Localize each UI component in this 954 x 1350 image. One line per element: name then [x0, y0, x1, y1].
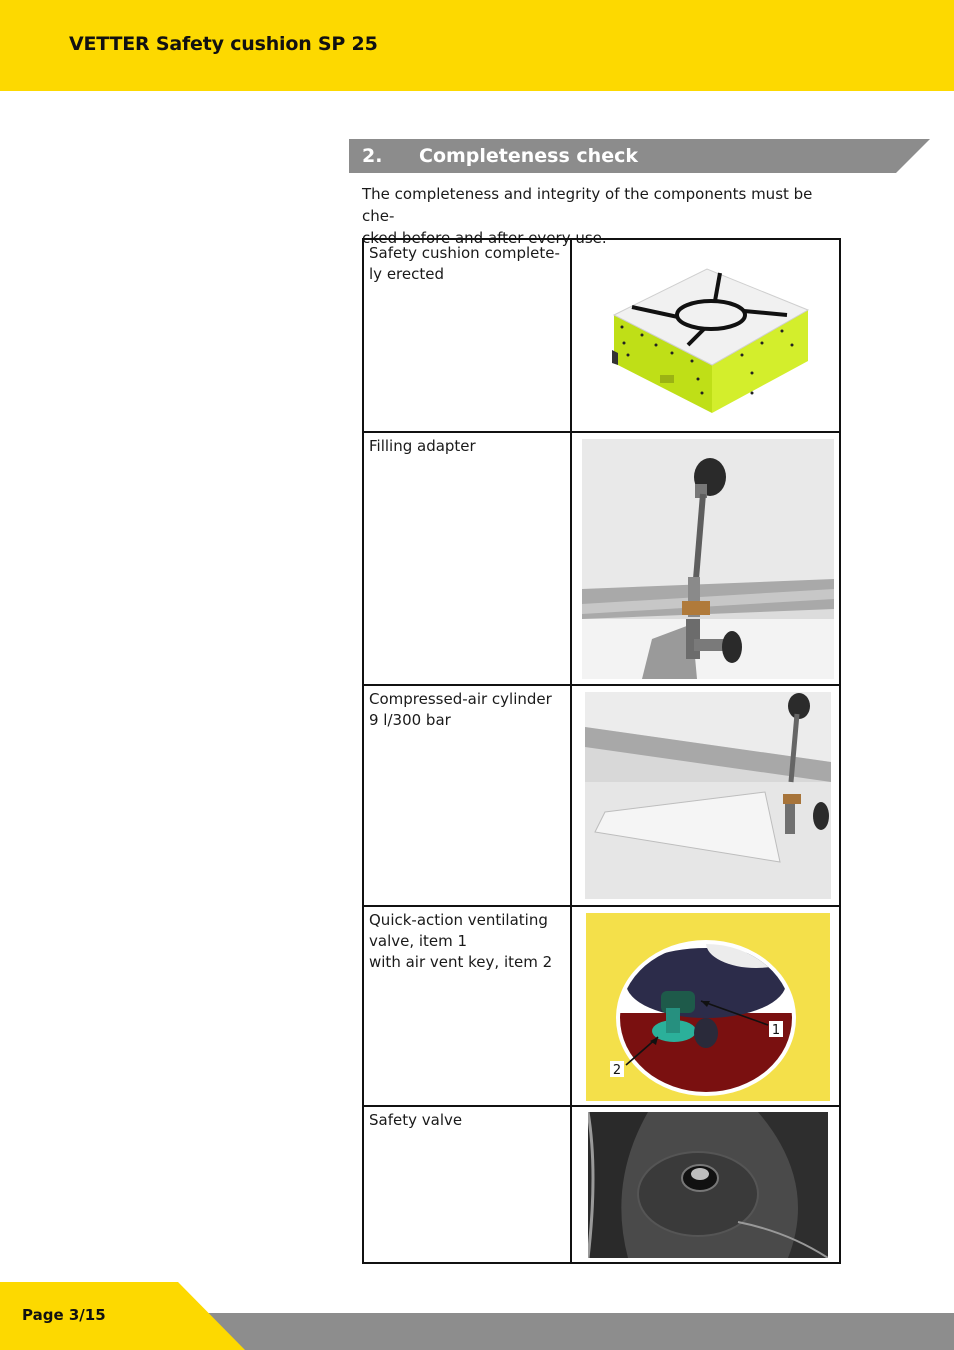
item-image-cell — [571, 1106, 840, 1263]
safety-valve-photo — [588, 1112, 828, 1258]
table-row — [363, 906, 840, 1106]
item-image-cell — [571, 906, 840, 1106]
item-label: Safety valve — [363, 1106, 571, 1263]
item-label: Filling adapter — [363, 432, 571, 685]
components-table — [362, 238, 841, 1264]
item-label: Quick-action ventilating valve, item 1 with air vent key, item 2 — [363, 906, 571, 1106]
table-row — [363, 432, 840, 685]
table-row — [363, 685, 840, 906]
intro-paragraph: The completeness and integrity of the components must be che- cked before and after every use. — [362, 185, 813, 247]
safety-cushion-photo — [612, 265, 812, 415]
section-title: Completeness check — [419, 145, 638, 167]
section-heading — [349, 139, 930, 173]
svg-text:2: 2 — [612, 1063, 622, 1078]
section-number: 2. — [362, 145, 383, 167]
item-image-cell — [571, 685, 840, 906]
ventilating-valve-photo — [586, 913, 830, 1101]
page-header — [0, 0, 954, 91]
table-row — [363, 1106, 840, 1263]
document-title: VETTER Safety cushion SP 25 — [69, 33, 378, 55]
svg-text:1: 1 — [771, 1023, 781, 1038]
item-image-cell — [571, 239, 840, 432]
item-label: Safety cushion complete- ly erected — [363, 239, 571, 432]
page-number: Page 3/15 — [22, 1306, 106, 1324]
item-image-cell — [571, 432, 840, 685]
item-label: Compressed-air cylinder 9 l/300 bar — [363, 685, 571, 906]
table-row — [363, 239, 840, 432]
air-cylinder-photo — [585, 692, 831, 899]
filling-adapter-photo — [582, 439, 834, 679]
